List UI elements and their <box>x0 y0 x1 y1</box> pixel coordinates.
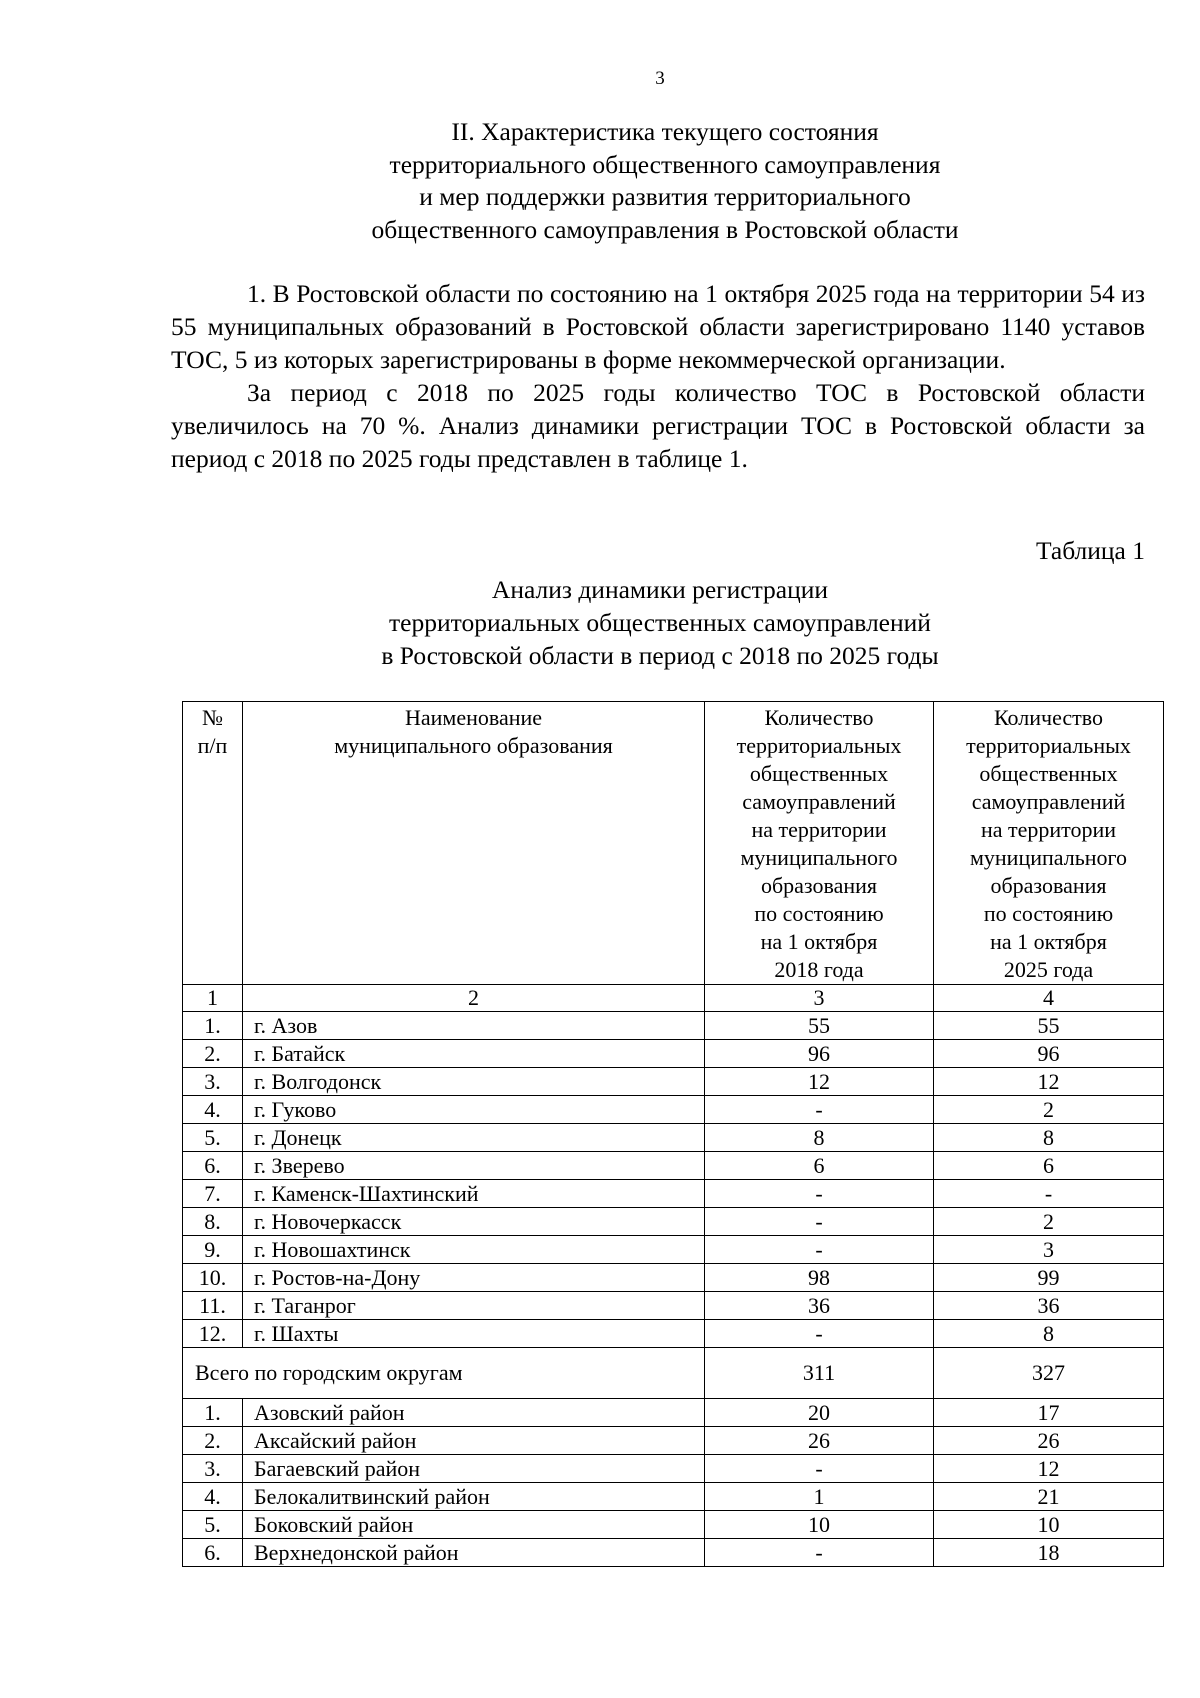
header-line: на 1 октября <box>760 929 878 954</box>
count-2025: 96 <box>934 1040 1164 1068</box>
municipality-name: Азовский район <box>243 1399 705 1427</box>
header-line: Количество <box>764 705 874 730</box>
count-2018: - <box>705 1236 934 1264</box>
row-number: 6. <box>183 1539 243 1567</box>
municipality-name: Боковский район <box>243 1511 705 1539</box>
count-2025: 12 <box>934 1455 1164 1483</box>
city-total-row <box>183 1348 1164 1399</box>
column-number: 4 <box>934 985 1164 1012</box>
count-2025: 36 <box>934 1292 1164 1320</box>
section-title-line: и мер поддержки развития территориального <box>419 182 911 211</box>
header-line: образования <box>760 873 878 898</box>
table-row <box>183 1208 1164 1236</box>
row-number: 5. <box>183 1511 243 1539</box>
header-line: самоуправлений <box>971 789 1126 814</box>
section-title-line: общественного самоуправления в Ростовской области <box>371 214 959 244</box>
table-row <box>183 1455 1164 1483</box>
table-row <box>183 1427 1164 1455</box>
row-number: 7. <box>183 1180 243 1208</box>
header-line: общественных <box>979 761 1118 786</box>
header-line: Наименование <box>404 705 543 730</box>
table-row <box>183 1180 1164 1208</box>
header-line: по состоянию <box>754 901 884 926</box>
row-number: 10. <box>183 1264 243 1292</box>
municipality-name: г. Новошахтинск <box>243 1236 705 1264</box>
total-label: Всего по городским округам <box>183 1348 705 1399</box>
row-number: 2. <box>183 1427 243 1455</box>
count-2025: 17 <box>934 1399 1164 1427</box>
municipality-name: г. Ростов-на-Дону <box>243 1264 705 1292</box>
header-line: 2018 года <box>774 957 864 982</box>
municipality-name: г. Каменск-Шахтинский <box>243 1180 705 1208</box>
municipality-name: г. Волгодонск <box>243 1068 705 1096</box>
header-line: № <box>202 705 223 730</box>
table-title <box>170 573 1150 672</box>
count-2018: 98 <box>705 1264 934 1292</box>
municipality-name: г. Азов <box>243 1012 705 1040</box>
count-2018: 96 <box>705 1040 934 1068</box>
column-number: 2 <box>243 985 705 1012</box>
table-row <box>183 1040 1164 1068</box>
table-row <box>183 1399 1164 1427</box>
row-number: 3. <box>183 1455 243 1483</box>
header-line: 2025 года <box>1003 957 1094 982</box>
row-number: 5. <box>183 1124 243 1152</box>
row-number: 4. <box>183 1096 243 1124</box>
row-number: 4. <box>183 1483 243 1511</box>
municipality-name: Багаевский район <box>243 1455 705 1483</box>
row-number: 1. <box>183 1399 243 1427</box>
count-2025: 21 <box>934 1483 1164 1511</box>
header-line: на 1 октября <box>990 929 1107 954</box>
row-number: 11. <box>183 1292 243 1320</box>
table-label: Таблица 1 <box>1035 536 1145 565</box>
header-count-2025 <box>934 702 1164 985</box>
column-number-row <box>183 985 1164 1012</box>
count-2025: 8 <box>934 1320 1164 1348</box>
header-line: муниципального <box>969 845 1127 870</box>
municipality-name: Верхнедонской район <box>243 1539 705 1567</box>
header-line: образования <box>990 873 1107 898</box>
count-2025: 2 <box>934 1208 1164 1236</box>
municipality-name: Аксайский район <box>243 1427 705 1455</box>
count-2025: 12 <box>934 1068 1164 1096</box>
table-row <box>183 1012 1164 1040</box>
section-title <box>170 116 1160 246</box>
section-title-line: II. Характеристика текущего состояния <box>451 117 879 146</box>
total-2025: 327 <box>934 1348 1164 1399</box>
municipality-name: г. Гуково <box>243 1096 705 1124</box>
count-2025: 3 <box>934 1236 1164 1264</box>
municipality-name: г. Новочеркасск <box>243 1208 705 1236</box>
table-row <box>183 1264 1164 1292</box>
count-2018: 10 <box>705 1511 934 1539</box>
count-2025: 2 <box>934 1096 1164 1124</box>
count-2018: - <box>705 1096 934 1124</box>
header-line: муниципального образования <box>334 733 613 758</box>
row-number: 1. <box>183 1012 243 1040</box>
count-2018: 36 <box>705 1292 934 1320</box>
table-row <box>183 1096 1164 1124</box>
section-title-line: территориального общественного самоуправления <box>389 149 941 179</box>
row-number: 8. <box>183 1208 243 1236</box>
table-title-line: в Ростовской области в период с 2018 по 2025 годы <box>381 641 939 670</box>
count-2025: 55 <box>934 1012 1164 1040</box>
header-line: самоуправлений <box>742 789 896 814</box>
table-title-line: Анализ динамики регистрации <box>491 575 829 604</box>
row-number: 9. <box>183 1236 243 1264</box>
header-line: муниципального <box>740 845 898 870</box>
count-2018: 20 <box>705 1399 934 1427</box>
row-number: 12. <box>183 1320 243 1348</box>
municipality-name: г. Донецк <box>243 1124 705 1152</box>
row-number: 2. <box>183 1040 243 1068</box>
count-2018: - <box>705 1208 934 1236</box>
count-2025: 26 <box>934 1427 1164 1455</box>
count-2018: 55 <box>705 1012 934 1040</box>
count-2018: 26 <box>705 1427 934 1455</box>
page-number: 3 <box>655 68 665 89</box>
paragraph: За период с 2018 по 2025 годы количество ТОС в Ростовской области увеличилось на 70 %. Анализ динамики регистрации ТОС в Ростовской области за период с 2018 по 2025 годы представлен в таблице 1. <box>171 378 1145 473</box>
row-number: 6. <box>183 1152 243 1180</box>
header-line: территориальных <box>966 733 1131 758</box>
header-line: общественных <box>749 761 889 786</box>
count-2018: - <box>705 1320 934 1348</box>
count-2025: 6 <box>934 1152 1164 1180</box>
column-number: 3 <box>705 985 934 1012</box>
row-number: 3. <box>183 1068 243 1096</box>
header-count-2018 <box>705 702 934 985</box>
header-line: Количество <box>993 705 1104 730</box>
count-2018: - <box>705 1539 934 1567</box>
municipality-name: г. Зверево <box>243 1152 705 1180</box>
table-row <box>183 1292 1164 1320</box>
table-row <box>183 1236 1164 1264</box>
table-row <box>183 1320 1164 1348</box>
table-row <box>183 1511 1164 1539</box>
count-2018: 6 <box>705 1152 934 1180</box>
table-row <box>183 1152 1164 1180</box>
municipality-name: г. Батайск <box>243 1040 705 1068</box>
column-number: 1 <box>183 985 243 1012</box>
count-2025: 10 <box>934 1511 1164 1539</box>
count-2018: 8 <box>705 1124 934 1152</box>
count-2025: 99 <box>934 1264 1164 1292</box>
header-line: на территории <box>980 817 1117 842</box>
table-row <box>183 1124 1164 1152</box>
count-2018: - <box>705 1180 934 1208</box>
table-row <box>183 1483 1164 1511</box>
municipality-name: Белокалитвинский район <box>243 1483 705 1511</box>
count-2025: - <box>934 1180 1164 1208</box>
count-2018: - <box>705 1455 934 1483</box>
header-line: на территории <box>751 817 887 842</box>
body-text <box>171 277 1145 475</box>
municipality-name: г. Таганрог <box>243 1292 705 1320</box>
table-header-row <box>183 702 1164 985</box>
data-table <box>182 701 1164 1567</box>
header-line: территориальных <box>736 733 902 758</box>
total-2018: 311 <box>705 1348 934 1399</box>
header-number <box>183 702 243 985</box>
header-line: п/п <box>197 733 228 758</box>
count-2018: 1 <box>705 1483 934 1511</box>
table-title-line: территориальных общественных самоуправлений <box>389 608 931 637</box>
paragraph: 1. В Ростовской области по состоянию на 1 октября 2025 года на территории 54 из 55 муниципальных образований в Ростовской области зарегистрировано 1140 уставов ТОС, 5 из которых зарегистрированы в форме некоммерческой организации. <box>171 279 1145 374</box>
table-row <box>183 1539 1164 1567</box>
count-2025: 18 <box>934 1539 1164 1567</box>
count-2018: 12 <box>705 1068 934 1096</box>
count-2025: 8 <box>934 1124 1164 1152</box>
header-name <box>243 702 705 985</box>
table-row <box>183 1068 1164 1096</box>
header-line: по состоянию <box>983 901 1114 926</box>
municipality-name: г. Шахты <box>243 1320 705 1348</box>
